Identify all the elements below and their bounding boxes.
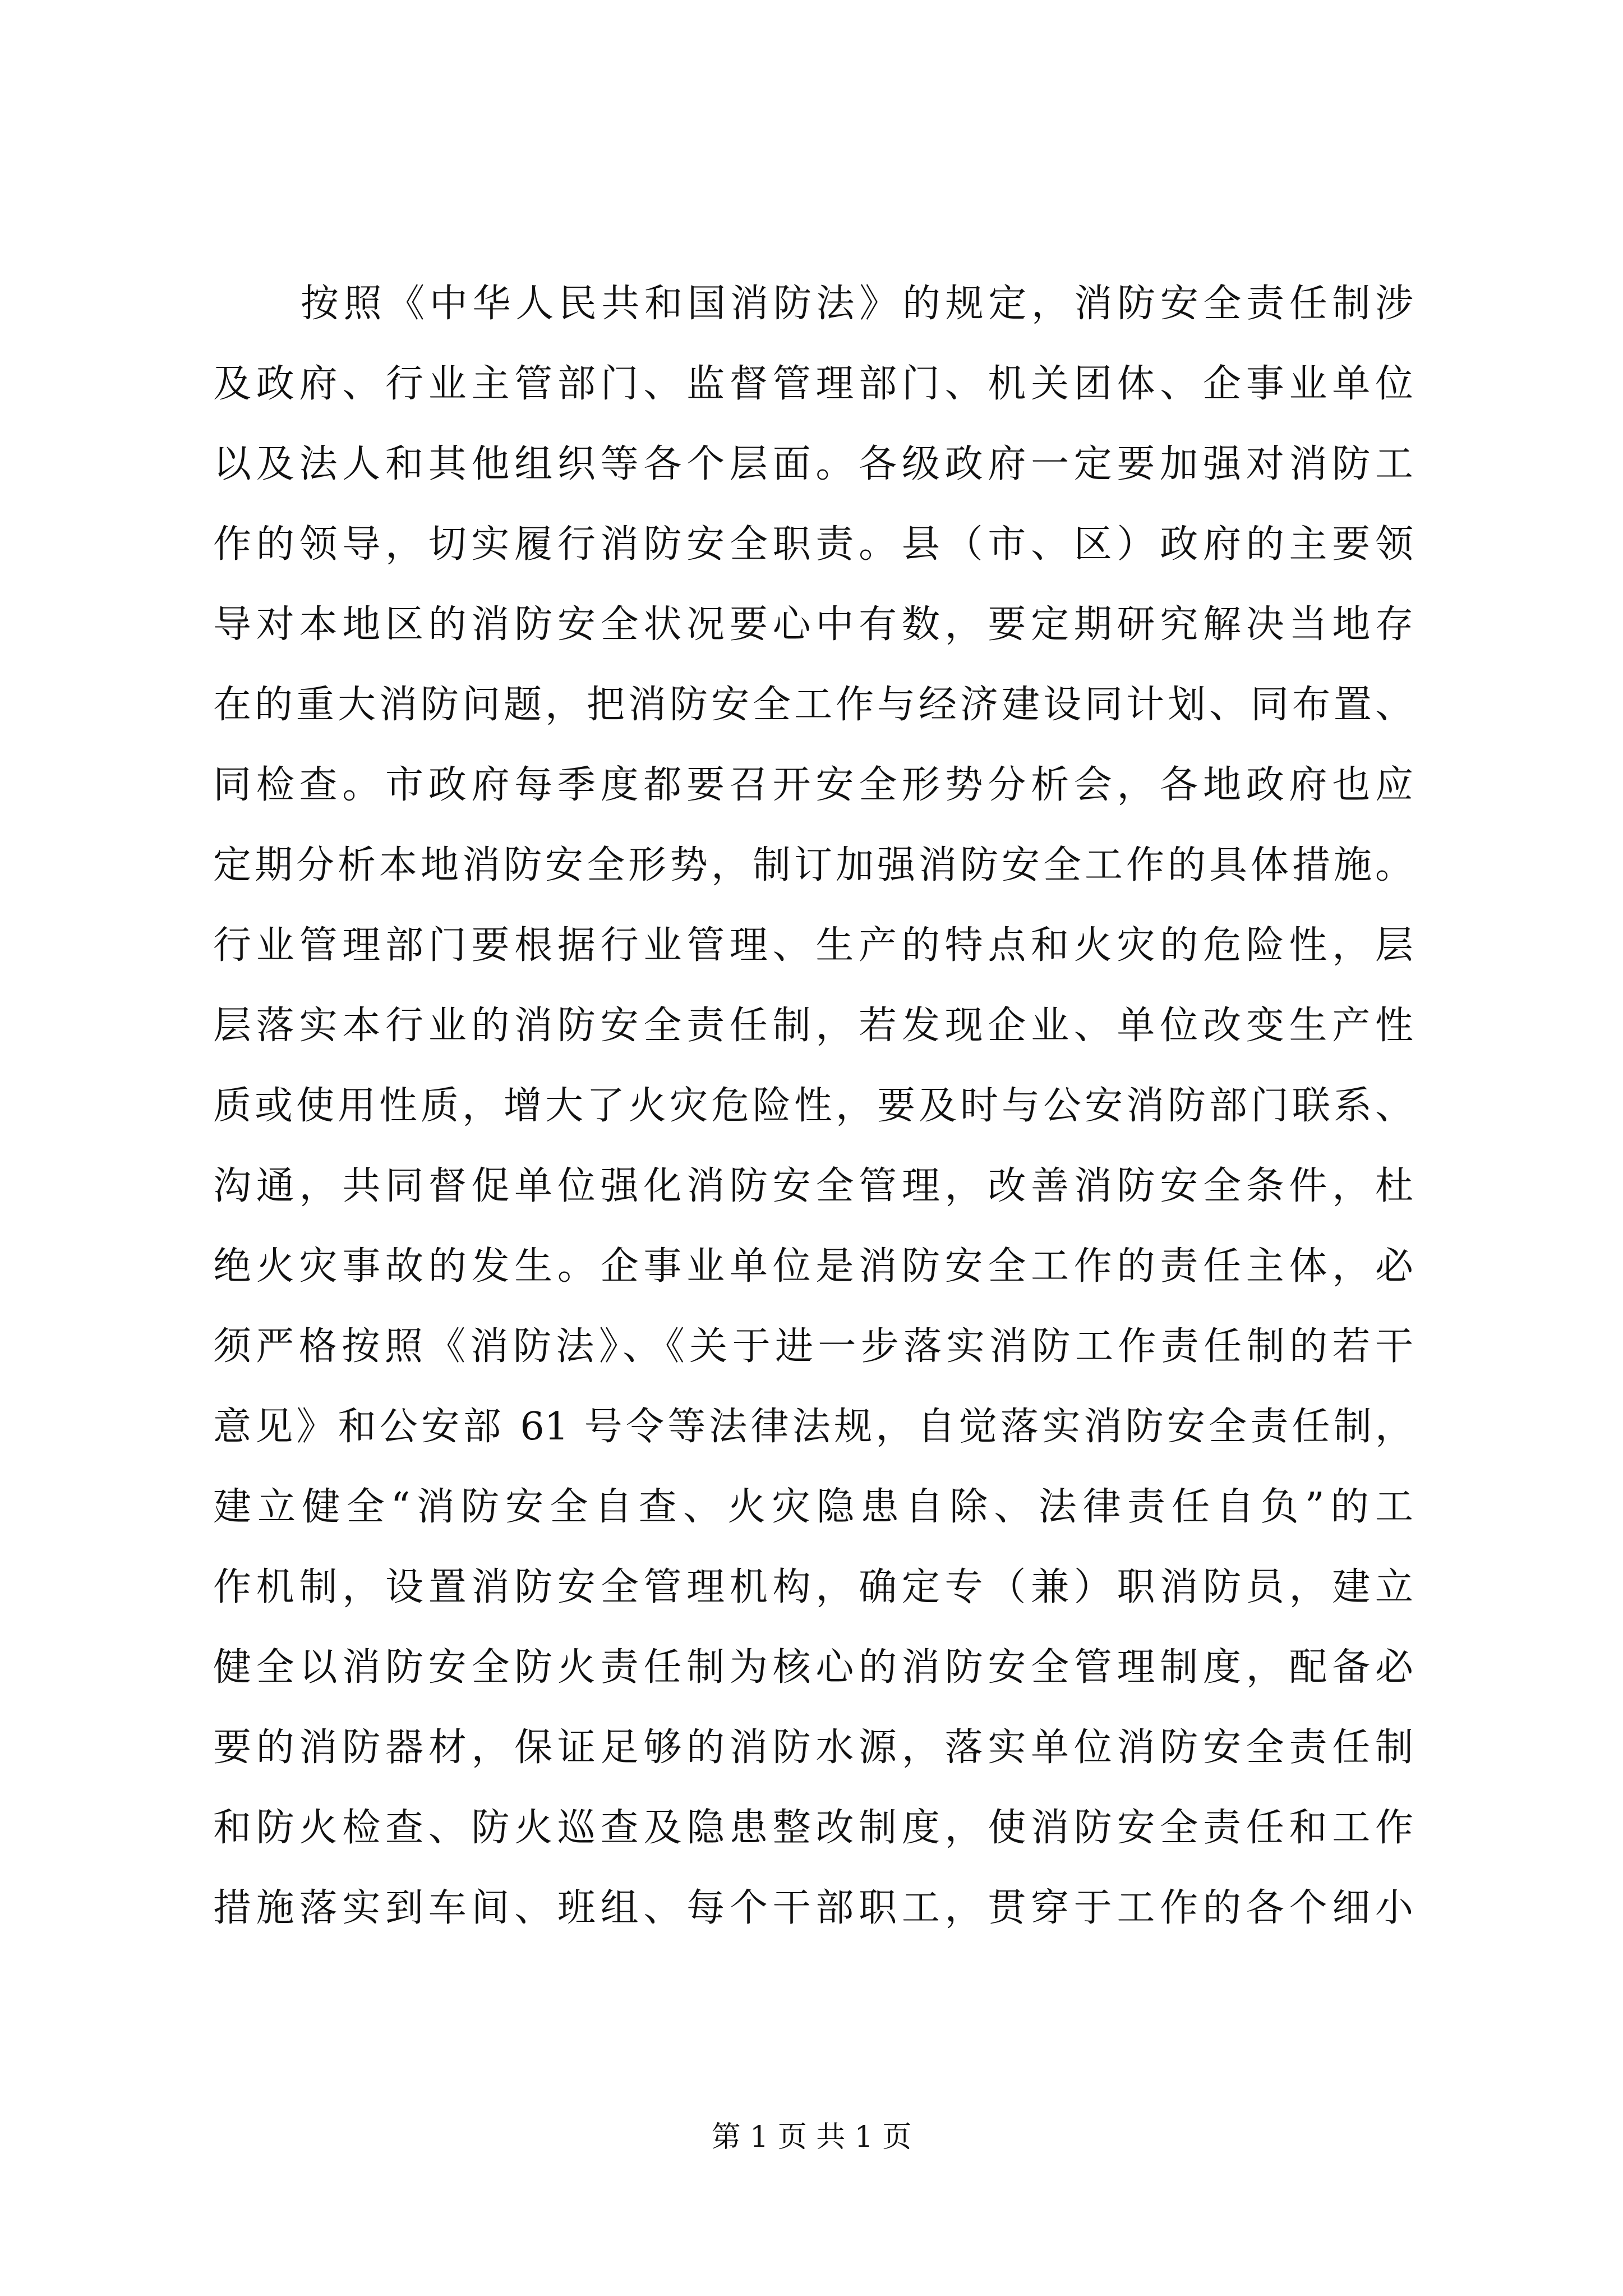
text-line-7: 同检查。市政府每季度都要召开安全形势分析会，各地政府也应 [213,763,1413,807]
text-line-4: 作的领导，切实履行消防安全职责。县（市、区）政府的主要领 [213,522,1413,567]
text-line-6: 在的重大消防问题，把消防安全工作与经济建设同计划、同布置、 [213,683,1413,727]
page-footer [0,2115,1623,2160]
text-line-18: 健全以消防安全防火责任制为核心的消防安全管理制度，配备必 [213,1645,1413,1690]
text-line-21: 措施落实到车间、班组、每个干部职工，贯穿于工作的各个细小 [213,1886,1413,1930]
text-line-5: 导对本地区的消防安全状况要心中有数，要定期研究解决当地存 [213,602,1413,647]
text-line-3: 以及法人和其他组织等各个层面。各级政府一定要加强对消防工 [213,442,1413,486]
text-line-11: 质或使用性质，增大了火灾危险性，要及时与公安消防部门联系、 [213,1084,1413,1128]
text-line-20: 和防火检查、防火巡查及隐患整改制度，使消防安全责任和工作 [213,1806,1413,1850]
body-paragraph [213,264,1413,1948]
text-line-16: 建立健全“消防安全自查、火灾隐患自除、法律责任自负”的工 [213,1485,1413,1529]
text-line-17: 作机制，设置消防安全管理机构，确定专（兼）职消防员，建立 [213,1565,1413,1609]
text-line-9: 行业管理部门要根据行业管理、生产的特点和火灾的危险性，层 [213,923,1413,968]
text-line-13: 绝火灾事故的发生。企事业单位是消防安全工作的责任主体，必 [213,1244,1413,1289]
text-line-19: 要的消防器材，保证足够的消防水源，落实单位消防安全责任制 [213,1726,1413,1770]
text-line-15: 意见》和公安部 61 号令等法律法规，自觉落实消防安全责任制， [213,1405,1413,1449]
text-line-12: 沟通，共同督促单位强化消防安全管理，改善消防安全条件，杜 [213,1164,1413,1208]
text-line-2: 及政府、行业主管部门、监督管理部门、机关团体、企事业单位 [213,362,1413,406]
text-line-8: 定期分析本地消防安全形势，制订加强消防安全工作的具体措施。 [213,843,1413,887]
text-line-14: 须严格按照《消防法》、《关于进一步落实消防工作责任制的若干 [213,1324,1413,1369]
text-line-10: 层落实本行业的消防安全责任制，若发现企业、单位改变生产性 [213,1004,1413,1048]
page-number-label: 第 1 页 共 1 页 [711,2120,912,2154]
text-line-1: 按照《中华人民共和国消防法》的规定，消防安全责任制涉 [301,282,1413,326]
